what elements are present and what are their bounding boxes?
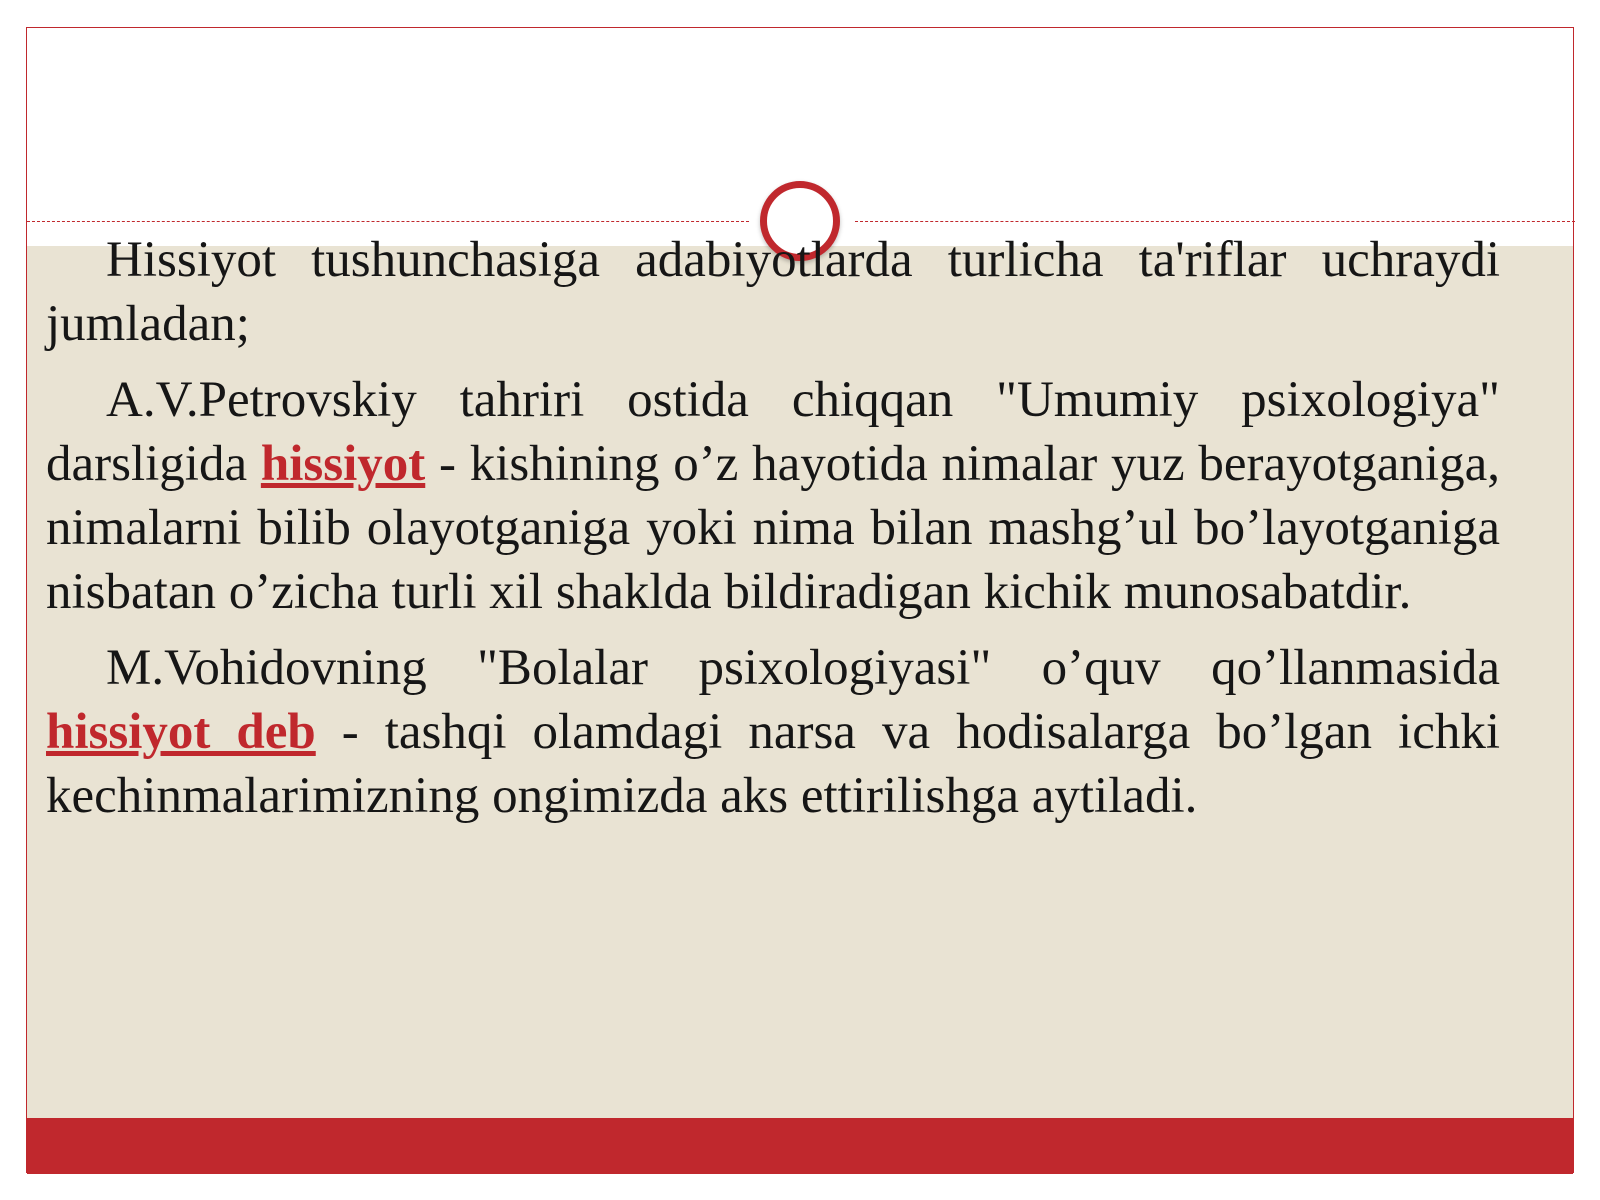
term-highlight-hissiyot: hissiyot: [260, 436, 426, 492]
divider-dashed-left: [27, 221, 749, 222]
paragraph-vohidov-rest: - tashqi olamdagi narsa va hodisalarga bo’lgan ichki kechinmalarimizning ongimizda aks ettirilishga aytiladi.: [46, 704, 1500, 824]
paragraph-petrovskiy-lead: A.V.Petrovskiy tahriri ostida chiqqan "Umumiy psixologiya" darsligida: [46, 372, 1500, 492]
footer-bar: [27, 1118, 1573, 1174]
paragraph-vohidov-lead: M.Vohidovning "Bolalar psixologiyasi" o’quv qo’llanmasida: [106, 640, 1500, 696]
slide-text-content: [46, 228, 1500, 840]
paragraph-intro-text: Hissiyot tushunchasiga adabiyotlarda turlicha ta'riflar uchraydi jumladan;: [46, 232, 1500, 352]
paragraph-intro: [46, 228, 1500, 356]
paragraph-petrovskiy-definition: [46, 368, 1500, 624]
divider-dashed-right: [855, 221, 1575, 222]
paragraph-petrovskiy-rest: - kishining o’z hayotida nimalar yuz berayotganiga, nimalarni bilib olayotganiga yoki nima bilan mashg’ul bo’layotganiga nisbatan o’zicha turli xil shaklda bildiradigan kichik munosabatdir.: [46, 436, 1500, 620]
term-highlight-hissiyot-deb: hissiyot deb: [46, 704, 316, 760]
paragraph-vohidov-definition: [46, 636, 1500, 828]
